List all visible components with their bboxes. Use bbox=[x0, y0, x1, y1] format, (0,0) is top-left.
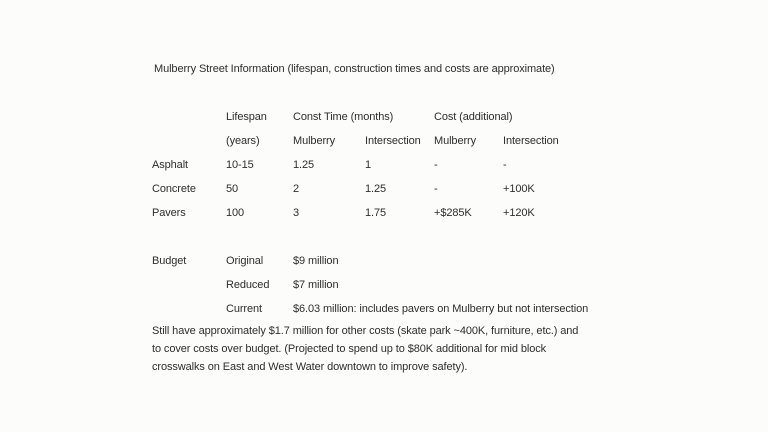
col-header-lifespan-unit: (years) bbox=[226, 135, 260, 147]
cell-lifespan: 10-15 bbox=[226, 159, 254, 171]
cell-const-intersection: 1.75 bbox=[365, 207, 387, 219]
budget-label: Budget bbox=[152, 255, 187, 267]
col-header-const-time: Const Time (months) bbox=[293, 111, 394, 123]
table-corner-spacer bbox=[152, 105, 226, 129]
row-label-material: Pavers bbox=[152, 207, 186, 219]
cell-lifespan: 100 bbox=[226, 207, 245, 219]
cell-const-mulberry: 2 bbox=[293, 183, 300, 195]
cell-cost-intersection: +100K bbox=[503, 183, 535, 195]
cell-const-mulberry: 1.25 bbox=[293, 159, 315, 171]
col-header-lifespan: Lifespan bbox=[226, 111, 267, 123]
budget-item-name: Current bbox=[226, 303, 262, 315]
budget-label-spacer bbox=[152, 297, 226, 321]
table-corner-spacer bbox=[152, 129, 226, 153]
cell-const-intersection: 1.25 bbox=[365, 183, 387, 195]
subheader-cost-mulberry: Mulberry bbox=[434, 135, 476, 147]
budget-section bbox=[152, 249, 713, 321]
cell-lifespan: 50 bbox=[226, 183, 239, 195]
budget-item-value: $6.03 million: includes pavers on Mulberry but not intersection bbox=[293, 303, 589, 315]
cell-cost-mulberry: - bbox=[434, 183, 438, 195]
cell-cost-intersection: - bbox=[503, 159, 507, 171]
cell-cost-mulberry: +$285K bbox=[434, 207, 472, 219]
cell-const-mulberry: 3 bbox=[293, 207, 300, 219]
notes-paragraph bbox=[152, 322, 578, 376]
subheader-cost-intersection: Intersection bbox=[503, 135, 559, 147]
budget-item-value: $9 million bbox=[293, 255, 339, 267]
row-label-material: Concrete bbox=[152, 183, 196, 195]
budget-label-spacer bbox=[152, 273, 226, 297]
budget-item-name: Original bbox=[226, 255, 264, 267]
row-label-material: Asphalt bbox=[152, 159, 188, 171]
notes-line: crosswalks on East and West Water downtown to improve safety). bbox=[152, 361, 468, 373]
cell-cost-intersection: +120K bbox=[503, 207, 535, 219]
cell-const-intersection: 1 bbox=[365, 159, 372, 171]
page-title: Mulberry Street Information (lifespan, construction times and costs are approximate) bbox=[154, 63, 555, 75]
notes-line: Still have approximately $1.7 million for other costs (skate park ~400K, furniture, etc.) and bbox=[152, 325, 579, 337]
col-header-cost: Cost (additional) bbox=[434, 111, 513, 123]
budget-item-name: Reduced bbox=[226, 279, 270, 291]
notes-line: to cover costs over budget. (Projected to spend up to $80K additional for mid block bbox=[152, 343, 547, 355]
street-info-table bbox=[152, 105, 613, 225]
budget-item-value: $7 million bbox=[293, 279, 339, 291]
cell-cost-mulberry: - bbox=[434, 159, 438, 171]
subheader-const-mulberry: Mulberry bbox=[293, 135, 335, 147]
subheader-const-intersection: Intersection bbox=[365, 135, 421, 147]
